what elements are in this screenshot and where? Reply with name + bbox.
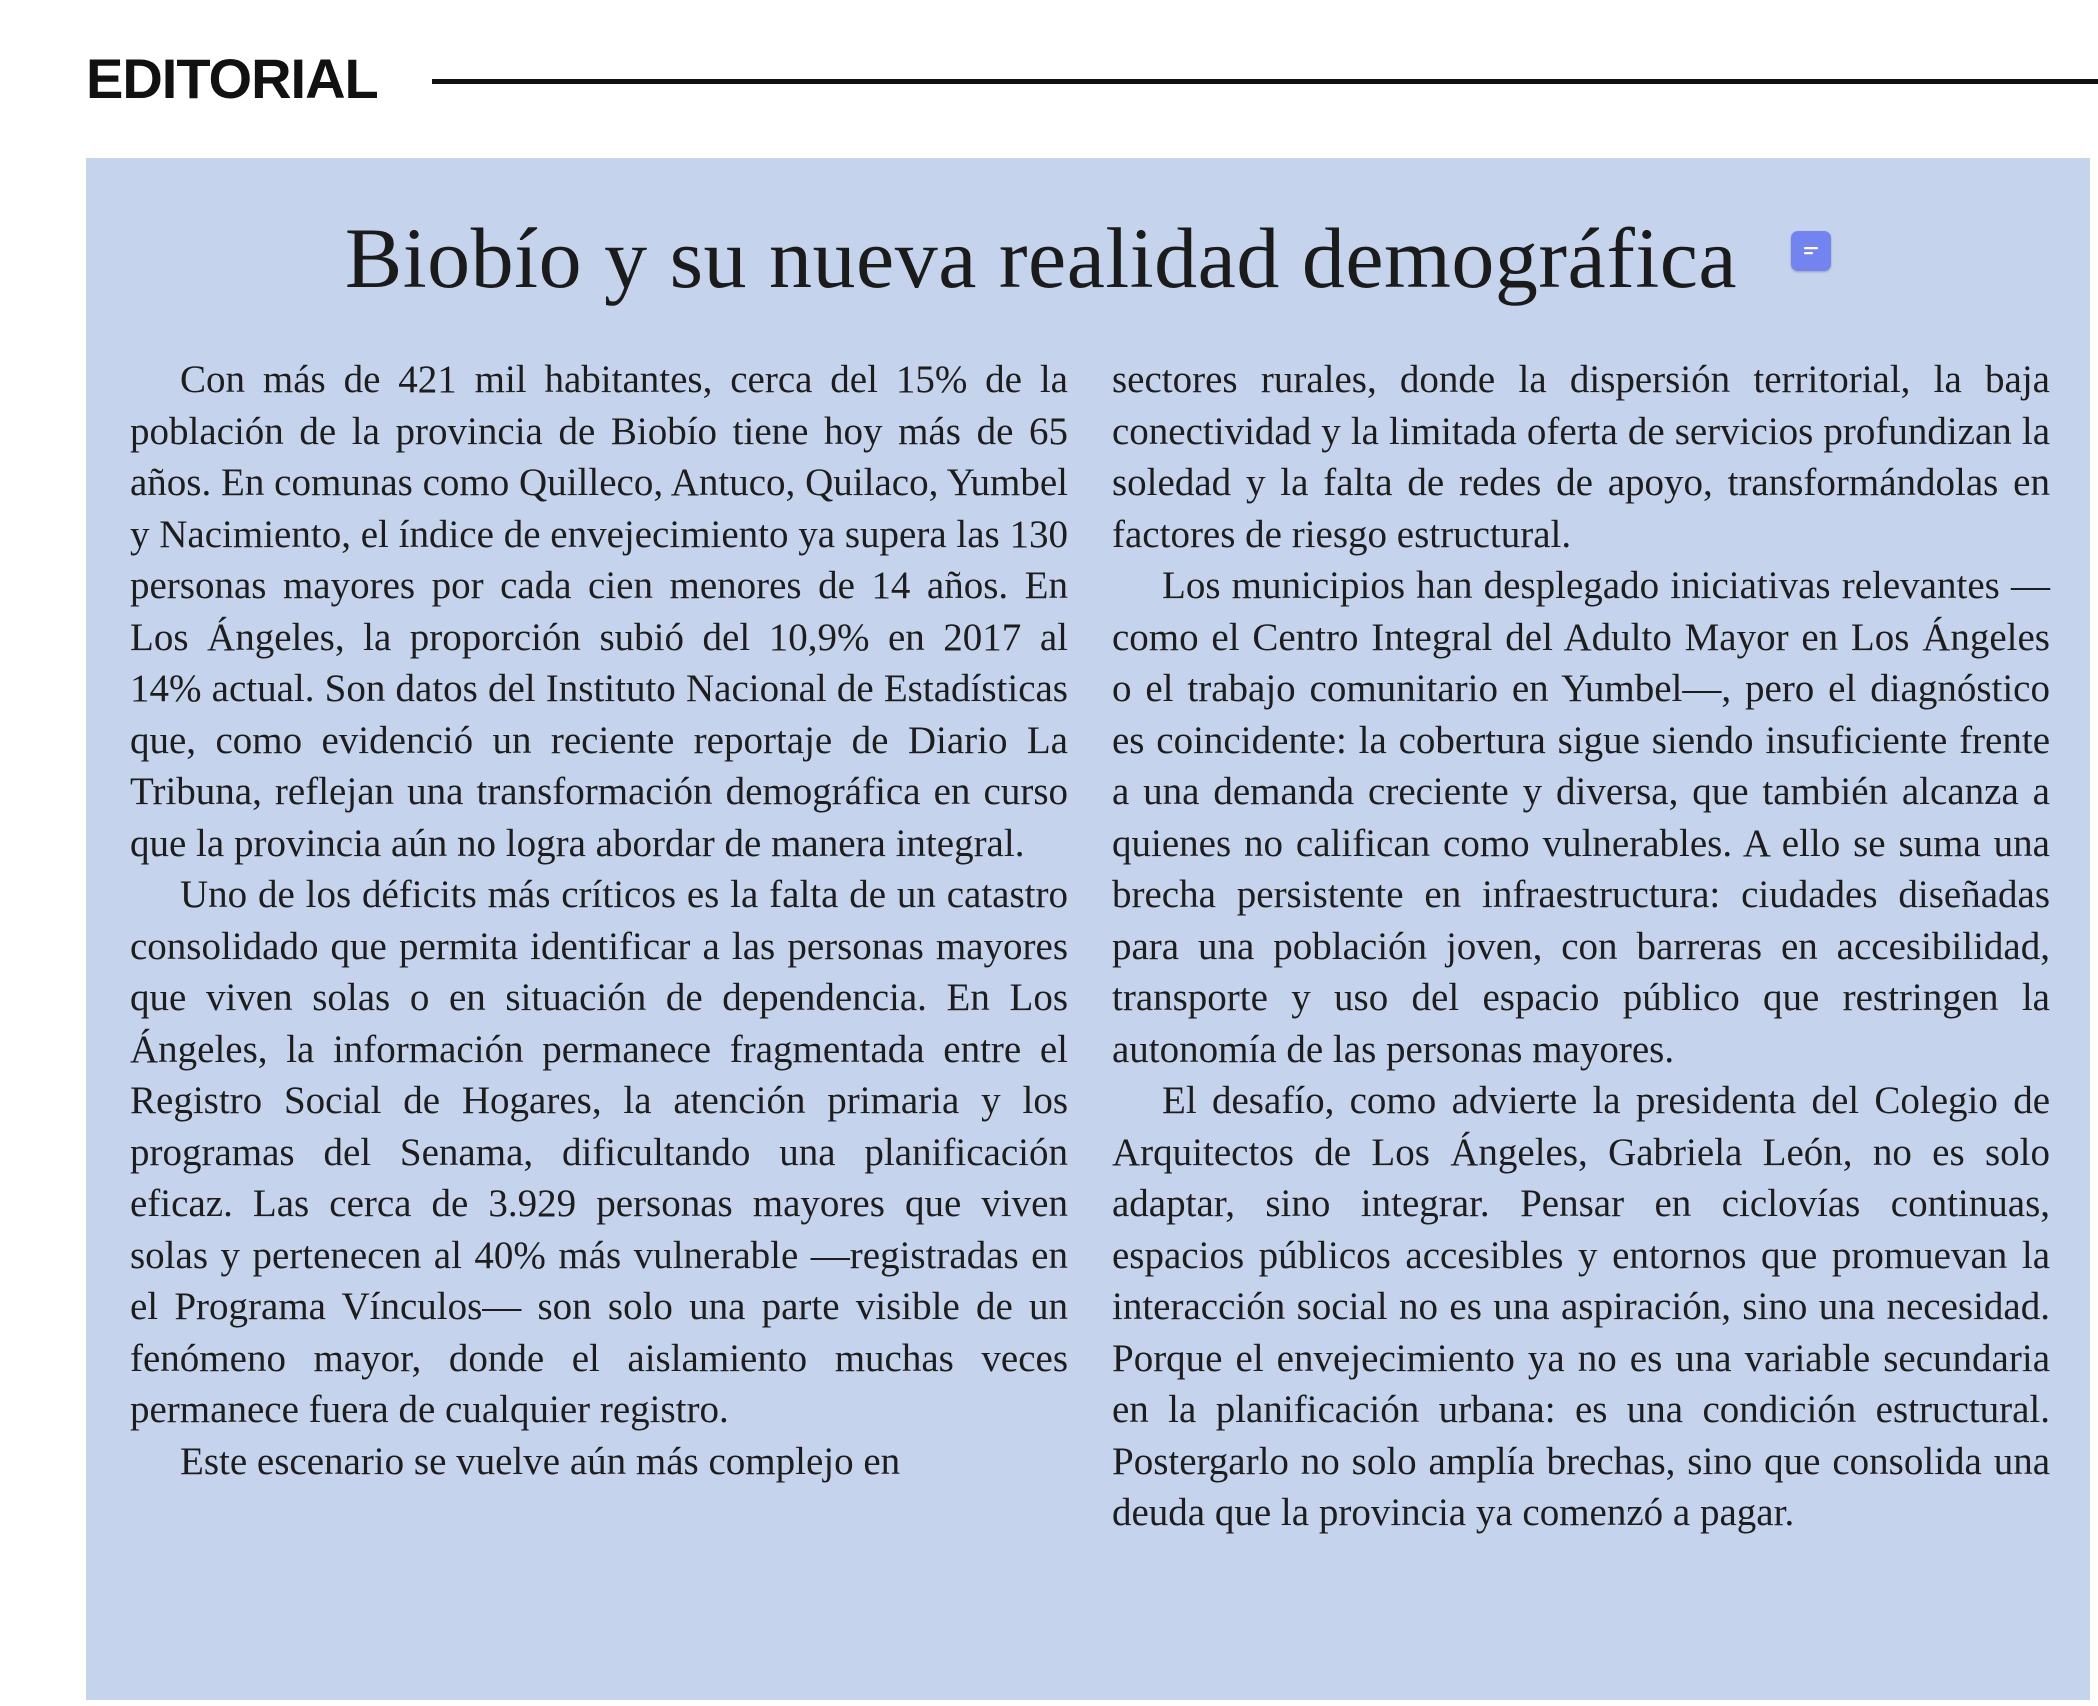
editorial-panel [86,158,2090,1700]
column-left [130,354,1068,1539]
paragraph-continuation: sectores rurales, donde la dispersión territorial, la baja conectividad y la limitada oferta de servicios profundizan la soledad y la falta de redes de apoyo, transformándolas en factores de riesgo estructural. [1112,358,2050,556]
section-label: EDITORIAL [86,47,378,110]
paragraph: Los municipios han desplegado iniciativas relevantes —como el Centro Integral del Adulto Mayor en Los Ángeles o el trabajo comunitario en Yumbel—, pero el diagnóstico es coincidente: la cobertura sigue siendo insuficiente frente a una demanda creciente y diversa, que también alcanza a quienes no califican como vulnerables. A ello se suma una brecha persistente en infraestructura: ciudades diseñadas para una población joven, con barreras en accesibilidad, transporte y uso del espacio público que restringen la autonomía de las personas mayores. [1112,564,2050,1071]
article-body [130,354,2090,1539]
paragraph: Con más de 421 mil habitantes, cerca del 15% de la población de la provincia de Biobío tiene hoy más de 65 años. En comunas como Quilleco, Antuco, Quilaco, Yumbel y Nacimiento, el índice de envejecimiento ya supera las 130 personas mayores por cada cien menores de 14 años. En Los Ángeles, la proporción subió del 10,9% en 2017 al 14% actual. Son datos del Instituto Nacional de Estadísticas que, como evidenció un reciente reportaje de Diario La Tribuna, reflejan una transformación demográfica en curso que la provincia aún no logra abordar de manera integral. [130,358,1068,865]
headline-row [86,198,2090,318]
paragraph: El desafío, como advierte la presidenta del Colegio de Arquitectos de Los Ángeles, Gabriela León, no es solo adaptar, sino integrar. Pensar en ciclovías continuas, espacios públicos accesibles y entornos que promuevan la interacción social no es una aspiración, sino una necesidad. Porque el envejecimiento ya no es una variable secundaria en la planificación urbana: es una condición estructural. Postergarlo no solo amplía brechas, sino que consolida una deuda que la provincia ya comenzó a pagar. [1112,1079,2050,1534]
section-header [86,44,2098,114]
section-divider [432,79,2098,84]
article-headline: Biobío y su nueva realidad demográfica [344,210,1738,306]
paragraph: Este escenario se vuelve aún más complejo en [180,1439,901,1483]
note-icon[interactable] [1791,231,1831,271]
column-right [1112,354,2050,1539]
paragraph: Uno de los déficits más críticos es la falta de un catastro consolidado que permita identificar a las personas mayores que viven solas o en situación de dependencia. En Los Ángeles, la información permanece fragmentada entre el Registro Social de Hogares, la atención primaria y los programas del Senama, dificultando una planificación eficaz. Las cerca de 3.929 personas mayores que viven solas y pertenecen al 40% más vulnerable —registradas en el Programa Vínculos— son solo una parte visible de un fenómeno mayor, donde el aislamiento muchas veces permanece fuera de cualquier registro. [130,873,1068,1431]
